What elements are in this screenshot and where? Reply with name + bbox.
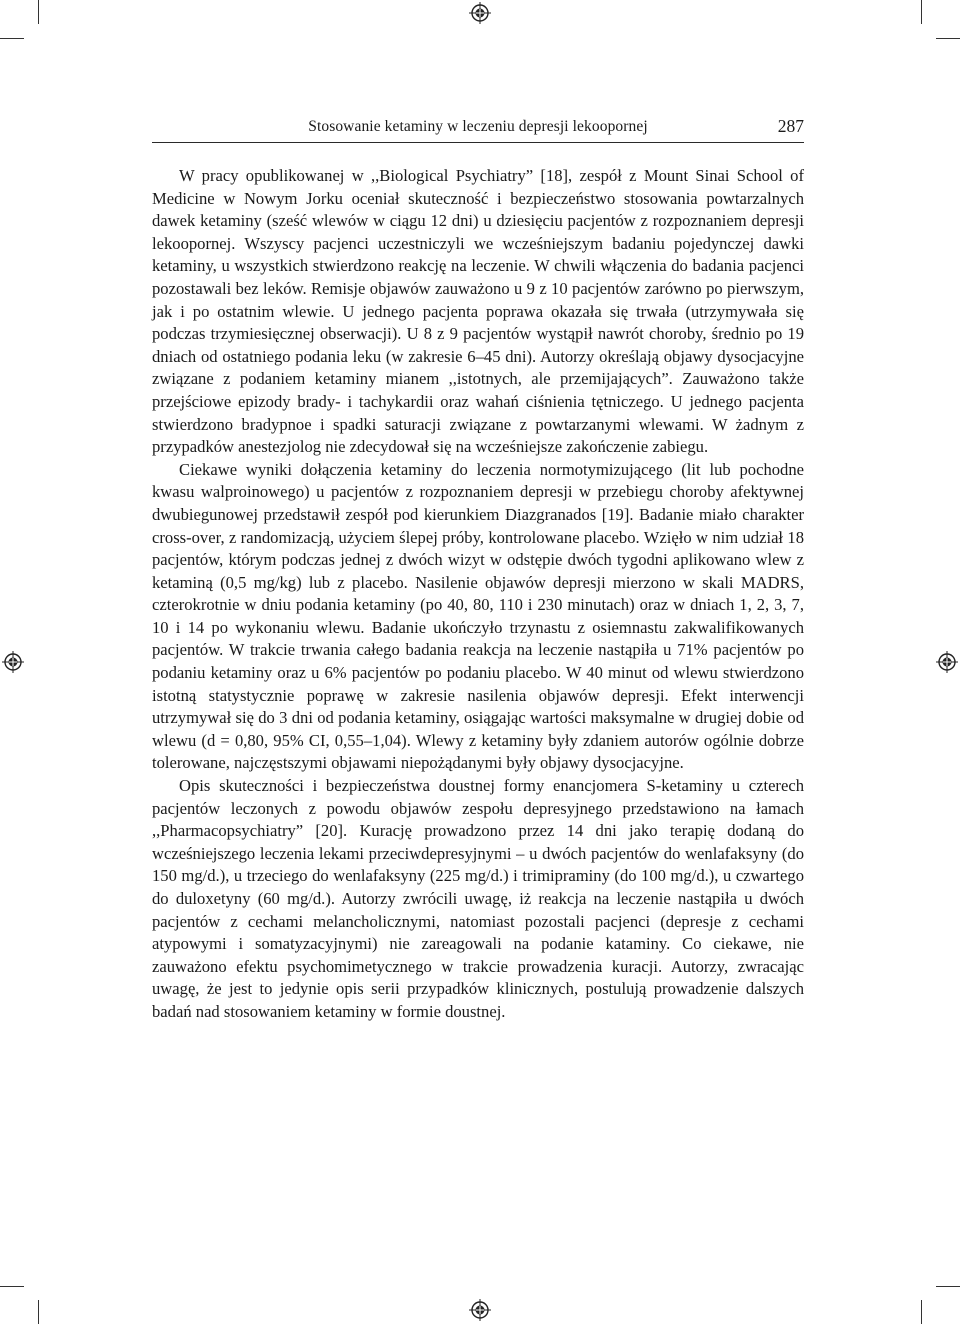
crop-mark-bottom-right-horizontal xyxy=(936,1286,960,1287)
crop-mark-top-left-horizontal xyxy=(0,38,24,39)
crop-mark-top-right-horizontal xyxy=(936,38,960,39)
paragraph-3: Opis skuteczności i bezpieczeństwa doustnej formy enancjomera S-ketaminy u czterech pacjentów leczonych z powodu objawów zespołu depresyjnego przedstawiono na łamach ,,Pharmacopsychiatry” [20]. Kurację prowadzono przez 14 dni jako terapię dodaną do wcześniejszego leczenia lekami przeciwdepresyjnymi – u dwóch pacjentów do wenlafaksyny (do 150 mg/d.), u trzeciego do wenlafaksyny (225 mg/d.) i trimipraminy (do 100 mg/d.), u czwartego do duloxetyny (60 mg/d.). Autorzy zwrócili uwagę, iż reakcja na leczenie nastąpiła u dwóch pacjentów z cechami melancholicznymi, natomiast pozostali pacjenci (depresje z cechami atypowymi i somatyzacyjnymi) nie zareagowali na podanie kataminy. Co ciekawe, nie zauważono efektu psychomimetycznego w trakcie prowadzenia kuracji. Autorzy, zwracając uwagę, że jest to jedynie opis serii przypadków klinicznych, postulują prowadzenie dalszych badań nad stosowaniem ketaminy w formie doustnej. xyxy=(152,776,804,1021)
running-head xyxy=(152,116,804,143)
registration-mark-right-icon xyxy=(936,651,958,673)
crop-mark-bottom-right xyxy=(921,1300,922,1324)
crop-mark-bottom-left-horizontal xyxy=(0,1286,24,1287)
page-number: 287 xyxy=(777,116,804,136)
crop-mark-top-left xyxy=(38,0,39,24)
running-title: Stosowanie ketaminy w leczeniu depresji lekoopornej xyxy=(308,118,648,135)
paragraph-2: Ciekawe wyniki dołączenia ketaminy do leczenia normotymizującego (lit lub pochodne kwasu walproinowego) u pacjentów z rozpoznaniem depresji w przebiegu choroby afektywnej dwubiegunowej przedstawił zespół pod kierunkiem Diazgranados [19]. Badanie miało charakter cross-over, z randomizacją, użyciem ślepej próby, kontrolowane placebo. Wzięło w nim udział 18 pacjentów, którym podczas jednej z dwóch wizyt w odstępie dwóch tygodni aplikowano wlew z ketaminą (0,5 mg/kg) lub z placebo. Nasilenie objawów depresji mierzono w skali MADRS, czterokrotnie w dniu podania ketaminy (po 40, 80, 110 i 230 minutach) oraz w dniach 1, 2, 3, 7, 10 i 14 po wykonaniu wlewu. Badanie ukończyło trzynastu z osiemnastu zakwalifikowanych pacjentów. W trakcie trwania całego badania reakcja na leczenie nastąpiła u 71% pacjentów po podaniu ketaminy oraz u 6% pacjentów po podaniu placebo. W 40 minut od wlewu stwierdzono istotną statystycznie poprawę w zakresie nasilenia objawów depresji. Efekt interwencji utrzymywał się do 3 dni od podania ketaminy, osiągając wartości maksymalne w drugiej dobie od wlewu (d = 0,80, 95% CI, 0,55–1,04). Wlewy z ketaminy były zdaniem autorów ogólnie dobrze tolerowane, najczęstszymi objawami niepożądanymi były objawy dysocjacyjne. xyxy=(152,459,804,773)
registration-mark-bottom-icon xyxy=(469,1299,491,1321)
crop-mark-bottom-left xyxy=(38,1300,39,1324)
registration-mark-top-icon xyxy=(469,2,491,24)
crop-mark-top-right xyxy=(921,0,922,24)
body-text xyxy=(152,165,804,1024)
paragraph-1: W pracy opublikowanej w ,,Biological Psychiatry” [18], zespół z Mount Sinai School of Medicine w Nowym Jorku oceniał skuteczność i bezpieczeństwo stosowania powtarzalnych dawek ketaminy (sześć wlewów w ciągu 12 dni) u dziesięciu pacjentów z rozpoznaniem depresji lekoopornej. Wszyscy pacjenci uczestniczyli we wcześniejszym badaniu pojedynczej dawki ketaminy, u wszystkich stwierdzono reakcję na leczenie. W chwili włączenia do badania pacjenci pozostawali bez leków. Remisje objawów zauważono u 9 z 10 pacjentów zarówno po pierwszym, jak i po ostatnim wlewie. U jednego pacjenta poprawa okazała się trwała (utrzymywała się podczas trzymiesięcznej obserwacji). U 8 z 9 pacjentów wystąpił nawrót choroby, średnio po 19 dniach od ostatniego podania leku (w zakresie 6–45 dni). Autorzy określają objawy dysocjacyjne związane z podaniem ketaminy mianem ,,istotnych, ale przemijających”. Zauważono także przejściowe epizody brady- i tachykardii oraz wahań ciśnienia tętniczego. U jednego pacjenta stwierdzono bradypnoe i spadki saturacji związane z powtarzanymi wlewami. W żadnym z przypadków anestezjolog nie zdecydował się na wcześniejsze zakończenie zabiegu. xyxy=(152,166,804,457)
registration-mark-left-icon xyxy=(2,651,24,673)
